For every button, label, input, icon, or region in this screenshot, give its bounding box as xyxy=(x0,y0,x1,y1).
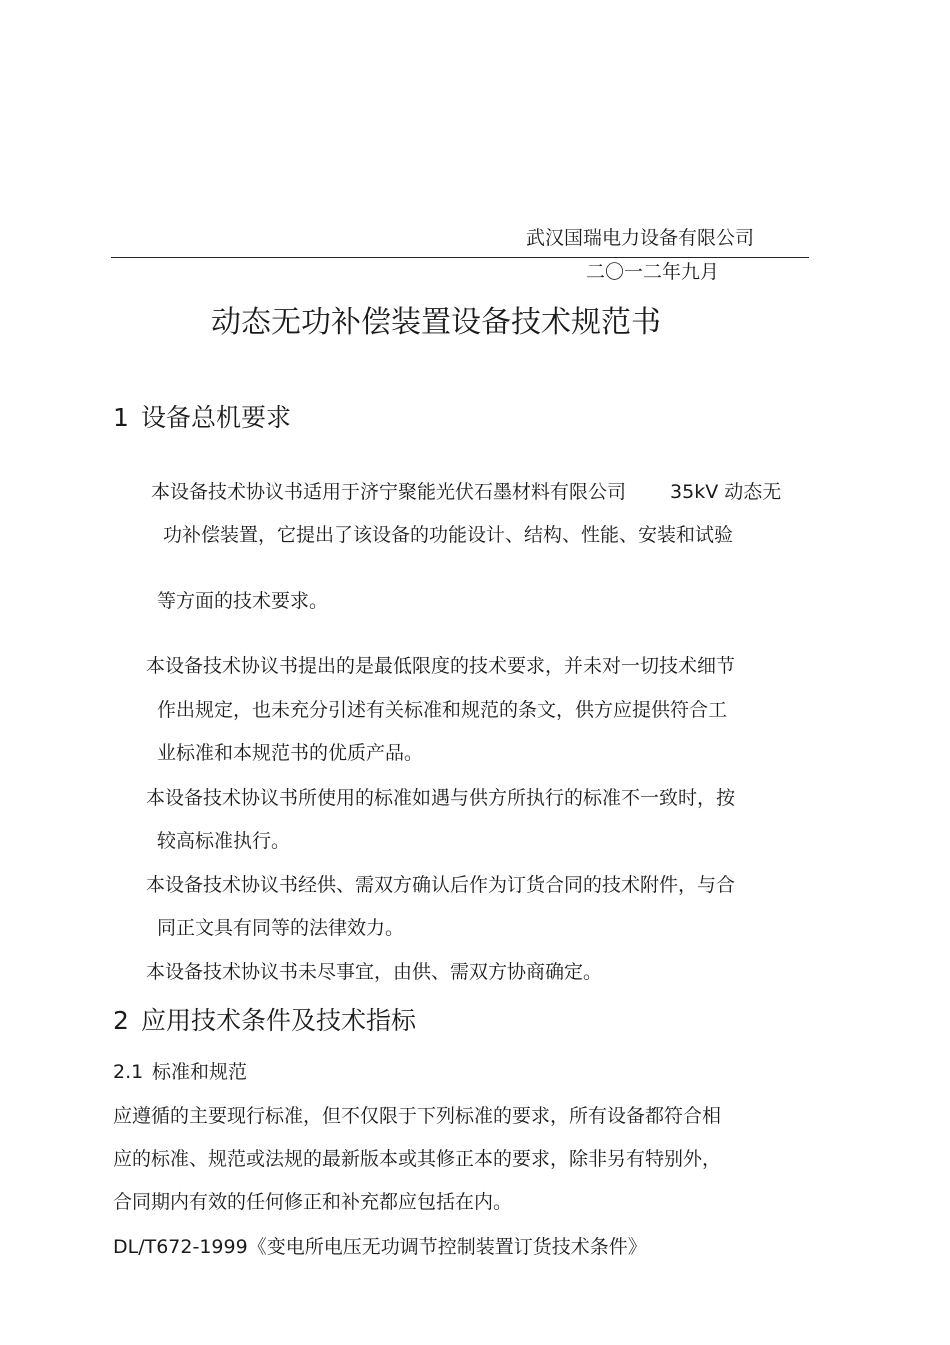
document-date: 二〇一二年九月 xyxy=(586,261,720,283)
standards-line-1: 应遵循的主要现行标准，但不仅限于下列标准的要求，所有设备都符合相 xyxy=(113,1105,722,1127)
section-1-number: 1 xyxy=(113,403,129,432)
section-2-number: 2 xyxy=(113,1006,129,1035)
para-3-line-1: 本设备技术协议书所使用的标准如遇与供方所执行的标准不一致时，按 xyxy=(146,787,736,809)
para-2-line-2: 作出规定，也未充分引述有关标准和规范的条文，供方应提供符合工 xyxy=(157,699,728,721)
para-1-line-3: 等方面的技术要求。 xyxy=(157,590,329,612)
standards-line-2: 应的标准、规范或法规的最新版本或其修正本的要求，除非另有特别外， xyxy=(113,1148,722,1170)
standards-line-3: 合同期内有效的任何修正和补充都应包括在内。 xyxy=(113,1191,513,1213)
document-title: 动态无功补偿装置设备技术规范书 xyxy=(211,305,661,340)
para-2-line-1: 本设备技术协议书提出的是最低限度的技术要求，并未对一切技术细节 xyxy=(146,655,736,677)
para-4-line-1: 本设备技术协议书经供、需双方确认后作为订货合同的技术附件，与合 xyxy=(146,874,736,896)
para-4-line-2: 同正文具有同等的法律效力。 xyxy=(157,917,405,939)
section-2-title: 应用技术条件及技术指标 xyxy=(141,1006,417,1035)
para-1-line-2: 功补偿装置，它提出了该设备的功能设计、结构、性能、安装和试验 xyxy=(163,524,734,546)
section-1-heading xyxy=(113,405,291,430)
para-3-line-2: 较高标准执行。 xyxy=(157,830,291,852)
standard-reference: DL/T672-1999《变电所电压无功调节控制装置订货技术条件》 xyxy=(113,1236,647,1258)
subsection-2-1-number: 2.1 xyxy=(113,1061,144,1083)
header-divider xyxy=(111,257,809,258)
subsection-2-1-heading xyxy=(113,1063,247,1082)
section-2-heading xyxy=(113,1008,416,1033)
para-5-line-1: 本设备技术协议书未尽事宜，由供、需双方协商确定。 xyxy=(146,961,603,983)
company-name: 武汉国瑞电力设备有限公司 xyxy=(526,227,755,249)
para-1-line-1-text: 本设备技术协议书适用于济宁聚能光伏石墨材料有限公司 xyxy=(151,481,627,503)
section-1-title: 设备总机要求 xyxy=(141,403,292,432)
subsection-2-1-title: 标准和规范 xyxy=(152,1061,248,1083)
para-2-line-3: 业标准和本规范书的优质产品。 xyxy=(157,742,424,764)
para-1-line-1 xyxy=(151,483,781,502)
para-1-line-1-spec: 35kV 动态无 xyxy=(670,481,782,503)
